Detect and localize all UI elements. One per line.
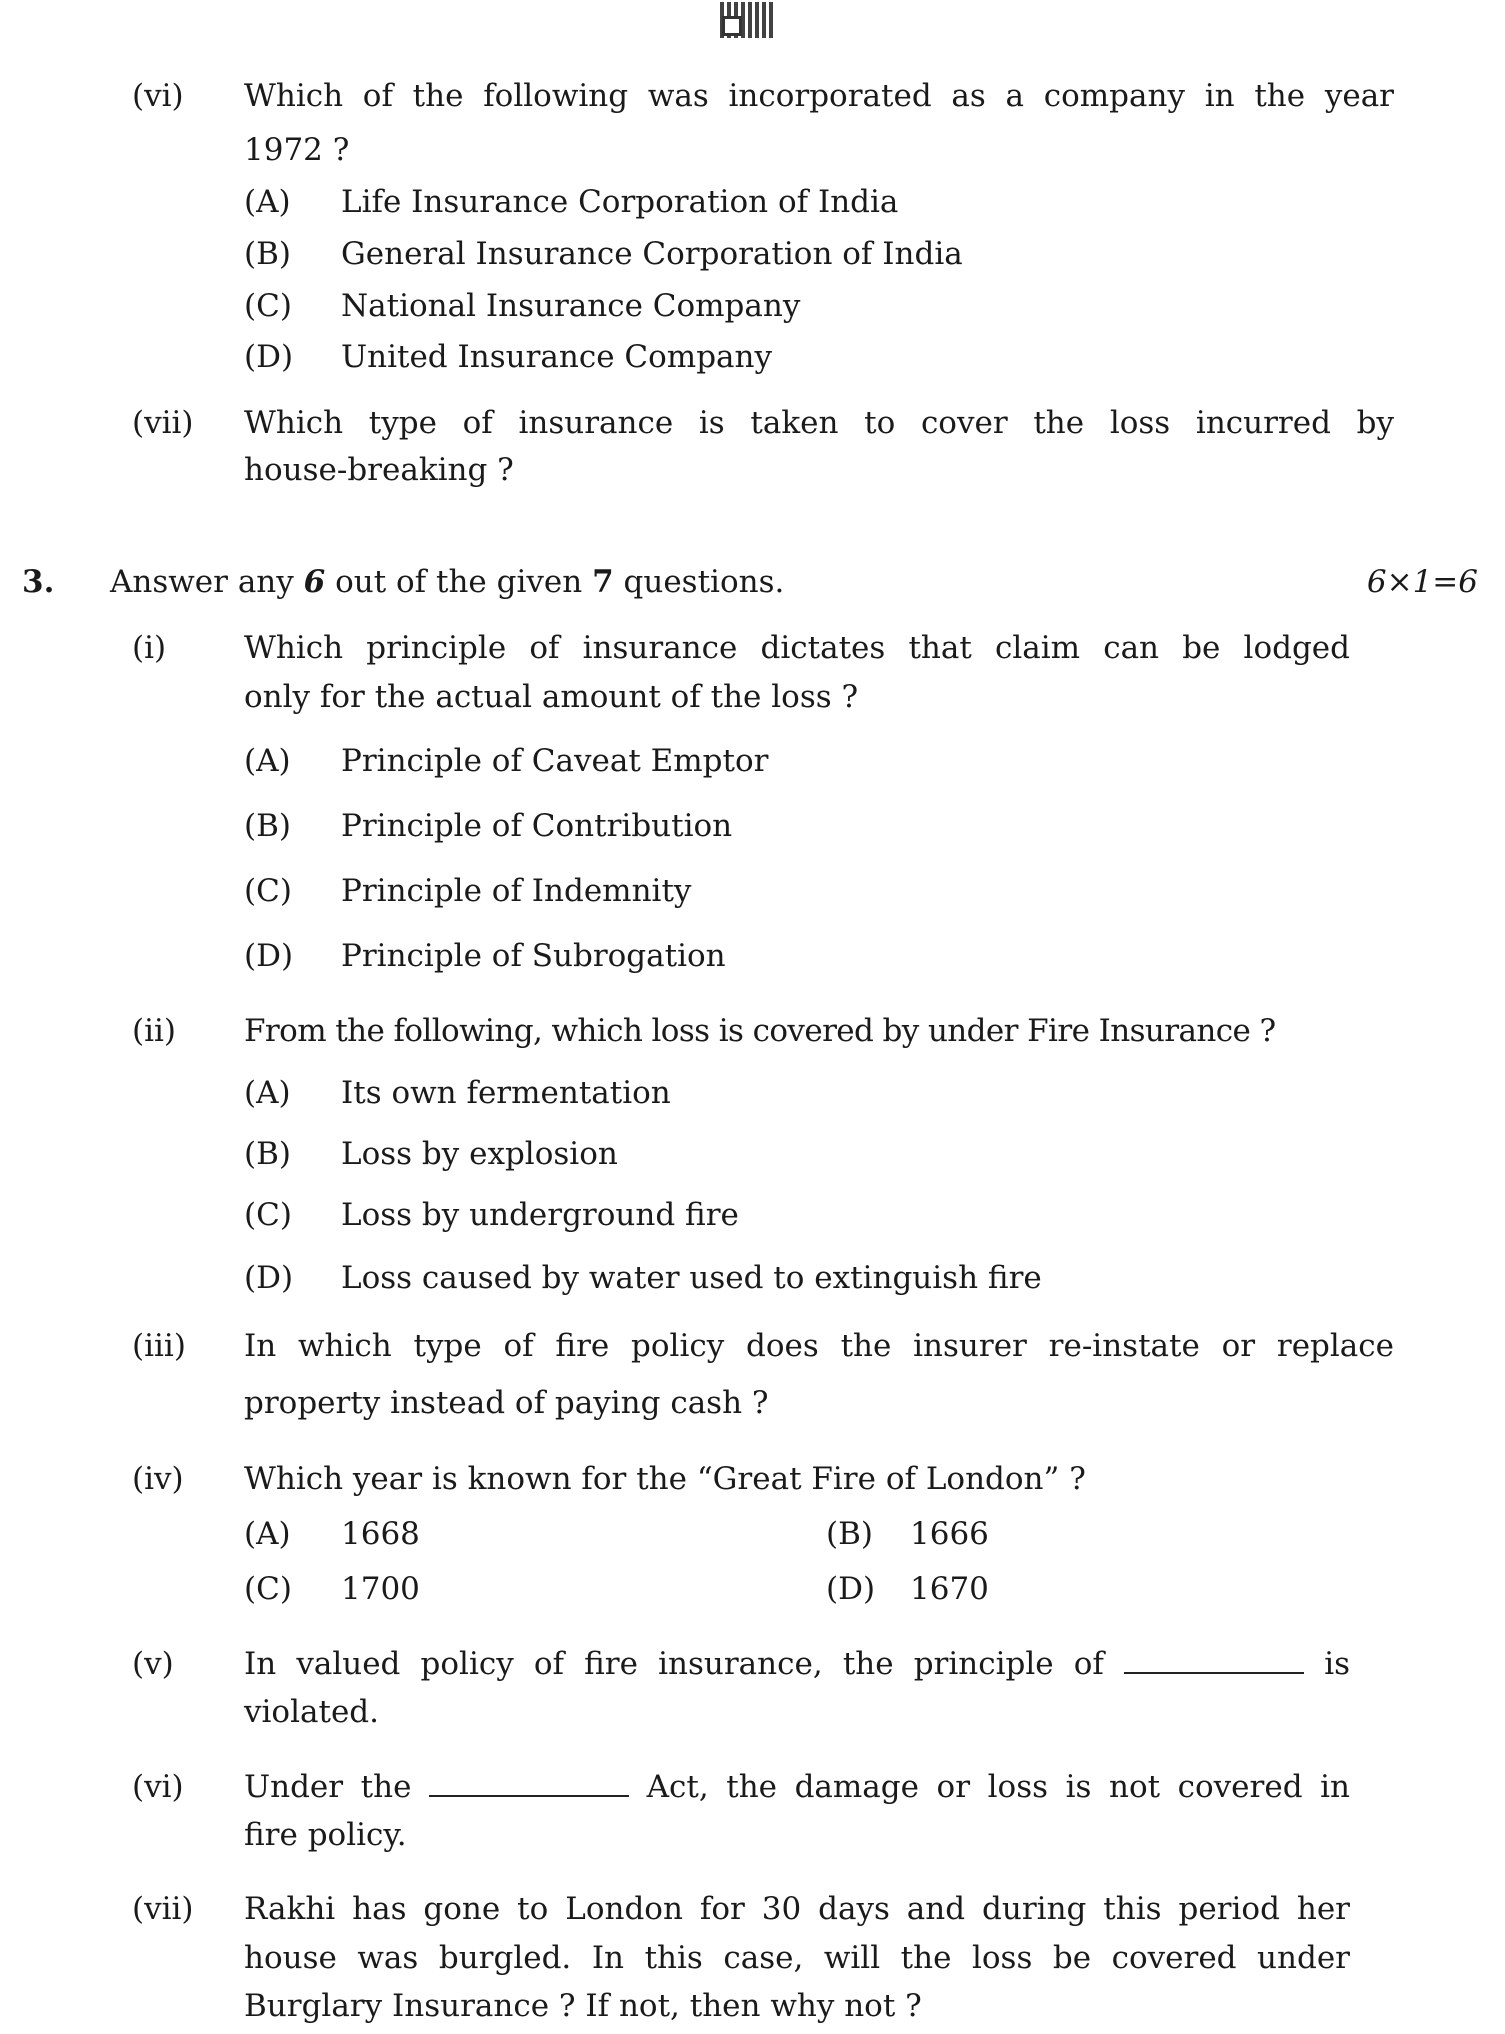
option-letter: (A) [244, 184, 291, 220]
option-text: 1700 [341, 1571, 420, 1607]
question-number: (v) [132, 1646, 174, 1682]
option-text: Loss caused by water used to extinguish fire [341, 1260, 1042, 1296]
fill-in-blank [1124, 1646, 1304, 1674]
fill-in-blank [429, 1769, 629, 1797]
option-text: 1668 [341, 1516, 420, 1552]
option-letter: (B) [244, 1136, 291, 1172]
question-text: house-breaking ? [244, 452, 514, 488]
option-text: United Insurance Company [341, 339, 773, 375]
option-text: National Insurance Company [341, 288, 801, 324]
question-text: house was burgled. In this case, will the loss be covered under [244, 1940, 1350, 1976]
qr-code [720, 2, 776, 38]
question-text: Burglary Insurance ? If not, then why not ? [244, 1988, 922, 2024]
question-text: Rakhi has gone to London for 30 days and during this period her [244, 1891, 1350, 1927]
question-number: (vii) [132, 1891, 194, 1927]
option-letter: (C) [244, 288, 292, 324]
question-text: In which type of fire policy does the insurer re-instate or replace [244, 1328, 1394, 1364]
question-text: Which type of insurance is taken to cover the loss incurred by [244, 405, 1394, 441]
option-letter: (D) [244, 938, 294, 974]
option-text: General Insurance Corporation of India [341, 236, 963, 272]
option-text: Principle of Indemnity [341, 873, 692, 909]
option-text: Principle of Contribution [341, 808, 733, 844]
question-number: (vii) [132, 405, 194, 441]
question-text: Which of the following was incorporated as a company in the year [244, 78, 1394, 114]
option-letter: (B) [244, 808, 291, 844]
section-number: 3. [22, 564, 55, 600]
option-text: 1670 [910, 1571, 989, 1607]
question-number: (vi) [132, 1769, 184, 1805]
question-text: 1972 ? [244, 132, 350, 168]
question-text [244, 1644, 1350, 1684]
option-letter: (D) [244, 339, 294, 375]
question-text: violated. [244, 1694, 379, 1730]
question-text: property instead of paying cash ? [244, 1385, 769, 1421]
option-letter: (D) [244, 1260, 294, 1296]
option-text: Life Insurance Corporation of India [341, 184, 899, 220]
instruction-text: Answer any [110, 564, 304, 600]
question-number: (vi) [132, 78, 184, 114]
option-letter: (C) [244, 1197, 292, 1233]
question-text: From the following, which loss is covered by under Fire Insurance ? [244, 1013, 1276, 1049]
question-text: Which year is known for the “Great Fire of London” ? [244, 1461, 1086, 1497]
instruction-text: questions. [613, 564, 785, 600]
question-text [244, 1767, 1350, 1807]
question-number: (iii) [132, 1328, 186, 1364]
option-text: Its own fermentation [341, 1075, 671, 1111]
marks-label: 6×1=6 [1366, 564, 1478, 600]
question-number: (ii) [132, 1013, 177, 1049]
option-letter: (A) [244, 743, 291, 779]
option-letter: (A) [244, 1516, 291, 1552]
section-instruction [110, 562, 784, 602]
instruction-total: 7 [592, 564, 614, 600]
question-number: (iv) [132, 1461, 184, 1497]
option-letter: (C) [244, 873, 292, 909]
question-text-part: is [1324, 1646, 1351, 1682]
option-letter: (C) [244, 1571, 292, 1607]
option-text: Principle of Caveat Emptor [341, 743, 769, 779]
option-text: Principle of Subrogation [341, 938, 726, 974]
option-letter: (D) [826, 1571, 876, 1607]
instruction-count: 6 [303, 564, 326, 600]
question-text: Which principle of insurance dictates that claim can be lodged [244, 630, 1350, 666]
question-text-part: Under the [244, 1769, 412, 1805]
option-text: Loss by explosion [341, 1136, 618, 1172]
question-text-part: In valued policy of fire insurance, the principle of [244, 1646, 1104, 1682]
question-text: only for the actual amount of the loss ? [244, 679, 859, 715]
option-letter: (B) [826, 1516, 873, 1552]
question-text-part: Act, the damage or loss is not covered in [646, 1769, 1350, 1805]
instruction-text: out of the given [325, 564, 593, 600]
question-number: (i) [132, 630, 167, 666]
option-text: Loss by underground fire [341, 1197, 739, 1233]
option-letter: (A) [244, 1075, 291, 1111]
option-text: 1666 [910, 1516, 989, 1552]
question-text: fire policy. [244, 1817, 407, 1853]
option-letter: (B) [244, 236, 291, 272]
